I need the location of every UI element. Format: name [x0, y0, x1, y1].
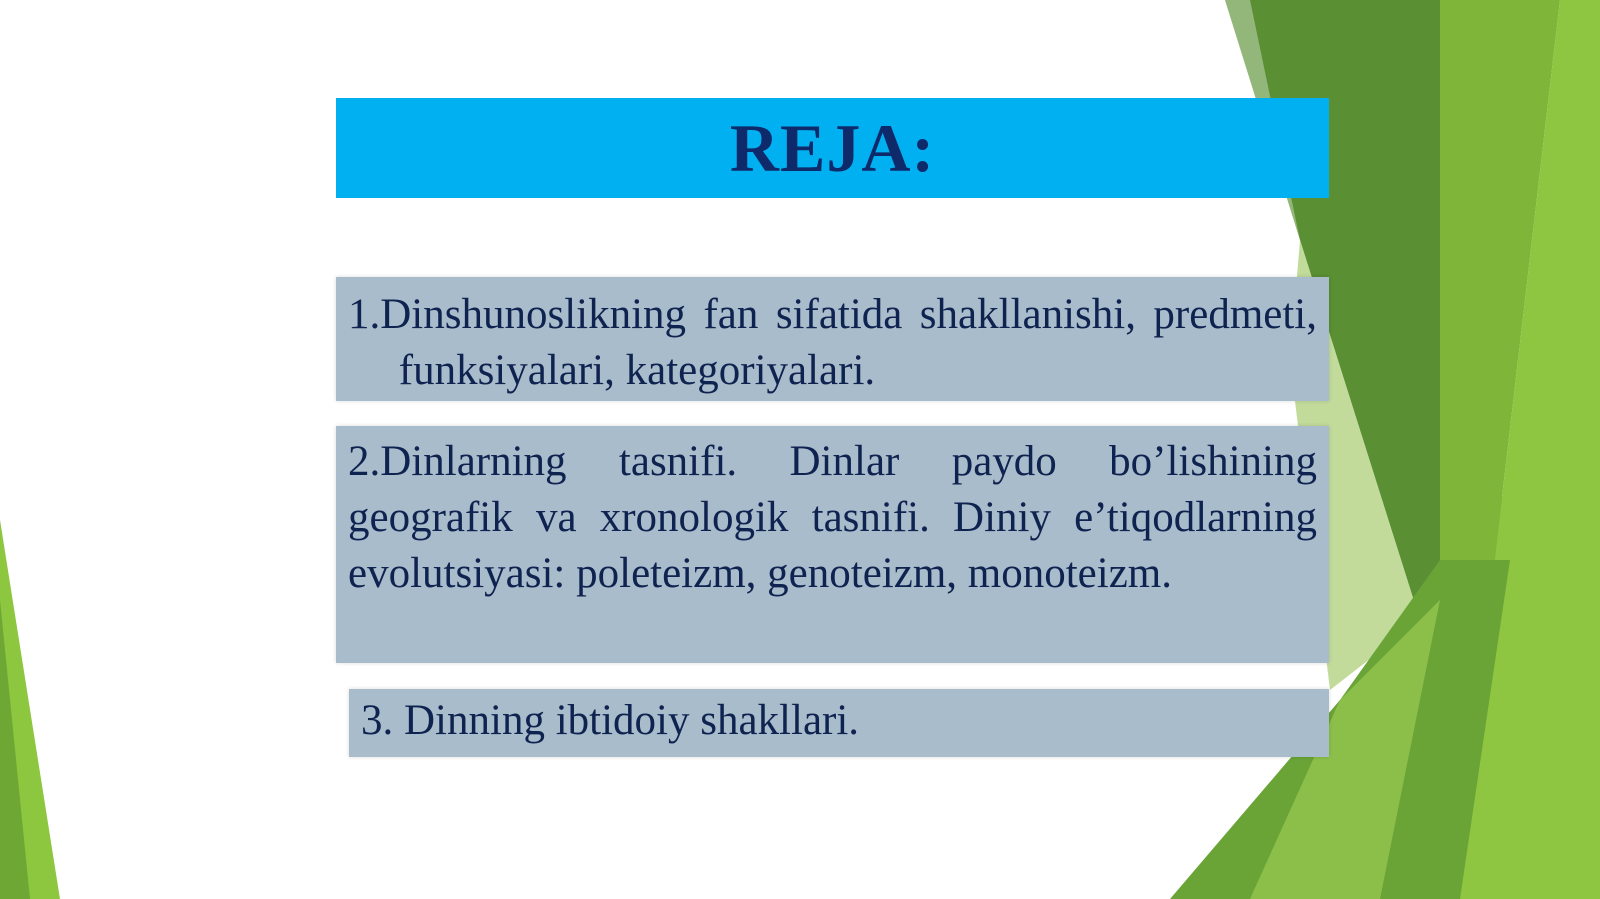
- plan-item-1-line-3: funksiyalari, kategoriyalari.: [398, 347, 876, 394]
- plan-item-2: [336, 426, 1329, 663]
- plan-item-1-line-2: predmeti,: [1153, 291, 1318, 338]
- plan-item-3: [349, 689, 1329, 757]
- title-bar: [336, 98, 1329, 198]
- plan-item-2-text: 2.Dinlarning tasnifi. Dinlar paydo bo’lishining geografik va xronologik tasnifi. Diniy e’tiqodlarning evolutsiyasi: poleteizm, genoteizm, monoteizm.: [348, 438, 1317, 597]
- slide-title: REJA:: [729, 110, 936, 186]
- plan-item-3-text: 3. Dinning ibtidoiy shakllari.: [361, 697, 860, 744]
- plan-item-1: [336, 277, 1329, 401]
- plan-item-1-line-1: 1.Dinshunoslikning fan sifatida shakllanishi,: [348, 291, 1136, 338]
